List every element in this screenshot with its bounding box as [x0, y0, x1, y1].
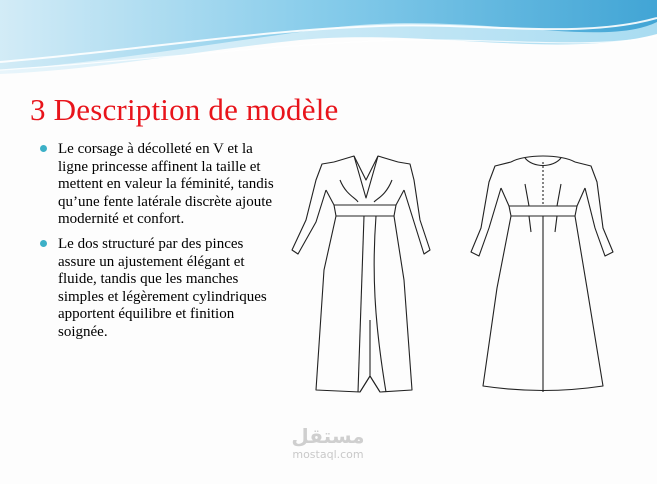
bullet-item-back: [38, 236, 278, 342]
dress-front-sketch: [286, 150, 446, 400]
bullet-dot-icon: [40, 145, 47, 152]
bullet-list: [38, 141, 278, 349]
mostaql-watermark: [286, 423, 370, 473]
watermark-arabic: مستقل: [291, 424, 365, 448]
bullet-dot-icon: [40, 240, 47, 247]
slide-title: 3 Description de modèle: [30, 92, 339, 127]
bullet-item-front: [38, 141, 278, 229]
dress-back-sketch: [463, 148, 623, 398]
watermark-latin: mostaql.com: [292, 448, 364, 461]
bullet-text: Le corsage à décolleté en V et la ligne princesse affinent la taille et mettent en valeur la féminité, tandis qu’une fente latérale discrète ajoute modernité et confort.: [58, 141, 274, 228]
bullet-text: Le dos structuré par des pinces assure un ajustement élégant et fluide, tandis que les manches simples et légèrement cylindriques apportent équilibre et finition soignée.: [58, 235, 267, 340]
header-wave-decoration: [0, 0, 657, 80]
